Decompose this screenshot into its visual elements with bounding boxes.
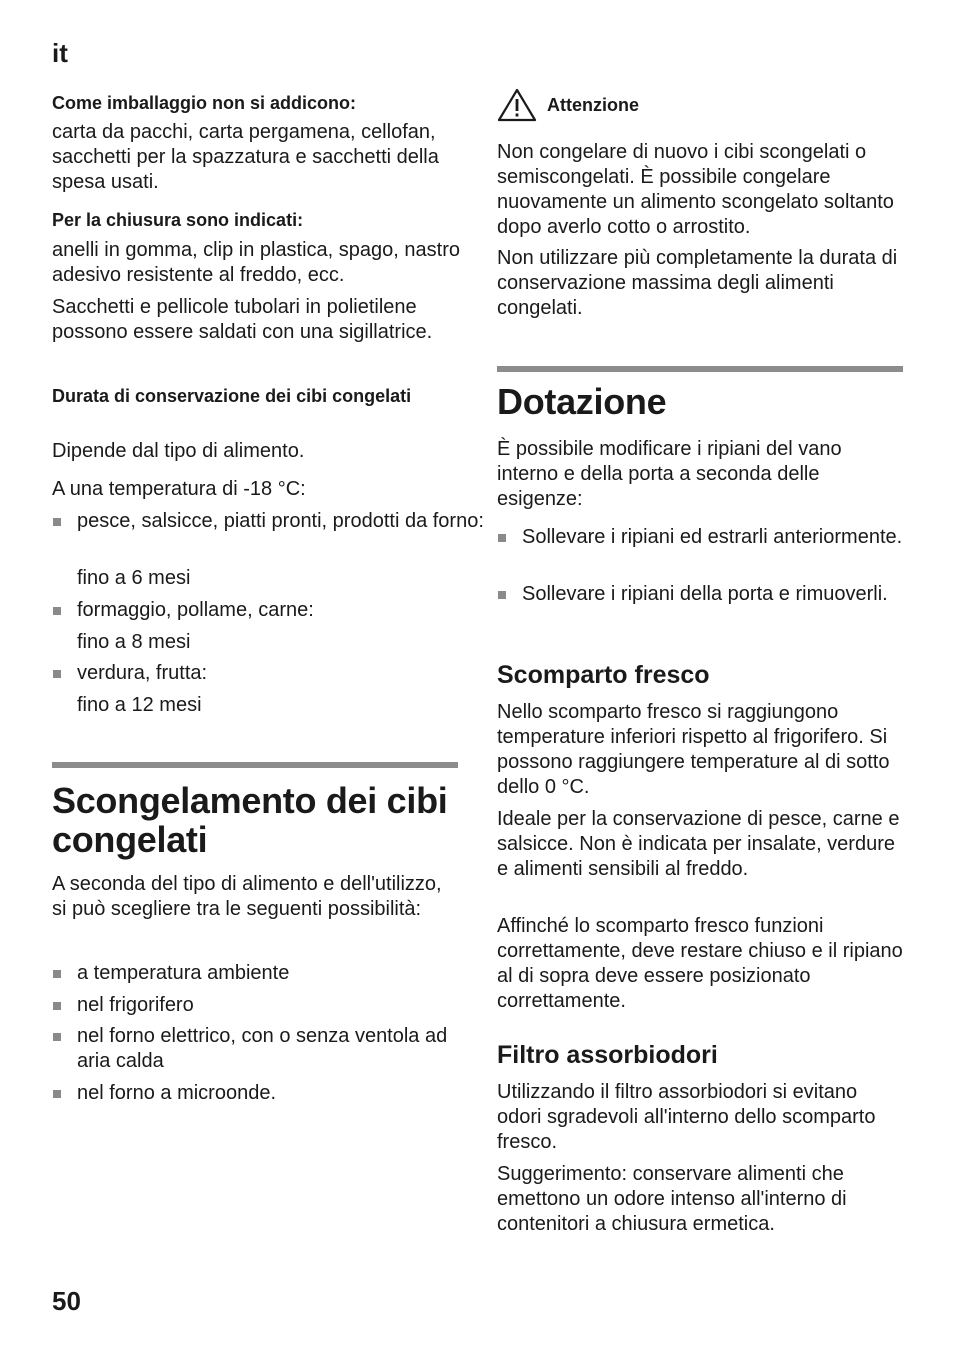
fresh-compartment-text: Nello scomparto fresco si raggiungono temperature inferiori rispetto al frigorifero. Si possono raggiungere temperature al di sotto dello 0 °C.: [497, 701, 890, 798]
storage-duration-text: Dipende dal tipo di alimento.: [52, 440, 305, 462]
bullet-square-icon: [53, 1090, 61, 1098]
thawing-section-title: Scongelamento dei cibi congelati: [52, 780, 448, 860]
closure-text: anelli in gomma, clip in plastica, spago, nastro adesivo resistente al freddo, ecc.: [52, 239, 460, 286]
bullet-square-icon: [53, 1002, 61, 1010]
bullet-square-icon: [498, 591, 506, 599]
storage-duration-value: fino a 6 mesi: [77, 567, 191, 589]
storage-duration-value: fino a 12 mesi: [77, 694, 202, 716]
thawing-intro-text: A seconda del tipo di alimento e dell'utilizzo, si può scegliere tra le seguenti possibilità:: [52, 873, 442, 920]
bullet-square-icon: [53, 607, 61, 615]
list-item: Sollevare i ripiani ed estrarli anteriormente.: [497, 525, 930, 550]
warning-triangle-icon: [497, 88, 537, 122]
bullet-square-icon: [498, 534, 506, 542]
bullet-square-icon: [53, 518, 61, 526]
section-divider: [497, 366, 903, 372]
warning-label: Attenzione: [547, 94, 639, 115]
equipment-section-title: Dotazione: [497, 381, 667, 422]
bullet-square-icon: [53, 970, 61, 978]
list-item: nel forno a microonde.: [52, 1081, 485, 1106]
warning-text: Non utilizzare più completamente la durata di conservazione massima degli alimenti congelati.: [497, 247, 898, 319]
page-number: 50: [52, 1286, 81, 1316]
equipment-intro-text: È possibile modificare i ripiani del vano interno e della porta a seconda delle esigenze:: [497, 438, 842, 510]
packaging-unsuitable-text: carta da pacchi, carta pergamena, cellofan, sacchetti per la spazzatura e sacchetti della spesa usati.: [52, 121, 439, 193]
list-item: formaggio, pollame, carne:: [52, 598, 485, 623]
language-code: it: [52, 38, 68, 68]
list-item: a temperatura ambiente: [52, 961, 485, 986]
fresh-compartment-heading: Scomparto fresco: [497, 661, 710, 689]
packaging-unsuitable-heading: Come imballaggio non si addicono:: [52, 93, 357, 113]
fresh-compartment-text: Ideale per la conservazione di pesce, carne e salsicce. Non è indicata per insalate, verdure e alimenti sensibili al freddo.: [497, 808, 900, 880]
warning-text: Non congelare di nuovo i cibi scongelati o semiscongelati. È possibile congelare nuovamente un alimento scongelato soltanto dopo averlo cotto o arrostito.: [497, 141, 894, 238]
closure-heading: Per la chiusura sono indicati:: [52, 210, 304, 230]
storage-duration-value: fino a 8 mesi: [77, 631, 191, 653]
odor-filter-text: Suggerimento: conservare alimenti che emettono un odore intenso all'interno di contenitori a chiusura ermetica.: [497, 1163, 847, 1235]
odor-filter-heading: Filtro assorbiodori: [497, 1041, 718, 1069]
temperature-text: A una temperatura di -18 °C:: [52, 478, 306, 500]
list-item: nel frigorifero: [52, 993, 485, 1018]
section-divider: [52, 762, 458, 768]
storage-duration-heading: Durata di conservazione dei cibi congelati: [52, 386, 412, 406]
list-item: Sollevare i ripiani della porta e rimuoverli.: [497, 582, 930, 607]
bullet-square-icon: [53, 670, 61, 678]
fresh-compartment-text: Affinché lo scomparto fresco funzioni correttamente, deve restare chiuso e il ripiano al di sopra deve essere posizionato correttamente.: [497, 915, 903, 1012]
list-item: verdura, frutta:: [52, 661, 485, 686]
sealing-text: Sacchetti e pellicole tubolari in polietilene possono essere saldati con una sigillatrice.: [52, 296, 433, 343]
list-item: pesce, salsicce, piatti pronti, prodotti da forno:: [52, 509, 485, 534]
odor-filter-text: Utilizzando il filtro assorbiodori si evitano odori sgradevoli all'interno dello scomparto fresco.: [497, 1081, 876, 1153]
warning-heading: [497, 88, 905, 122]
bullet-square-icon: [53, 1033, 61, 1041]
list-item: nel forno elettrico, con o senza ventola ad aria calda: [52, 1024, 485, 1074]
